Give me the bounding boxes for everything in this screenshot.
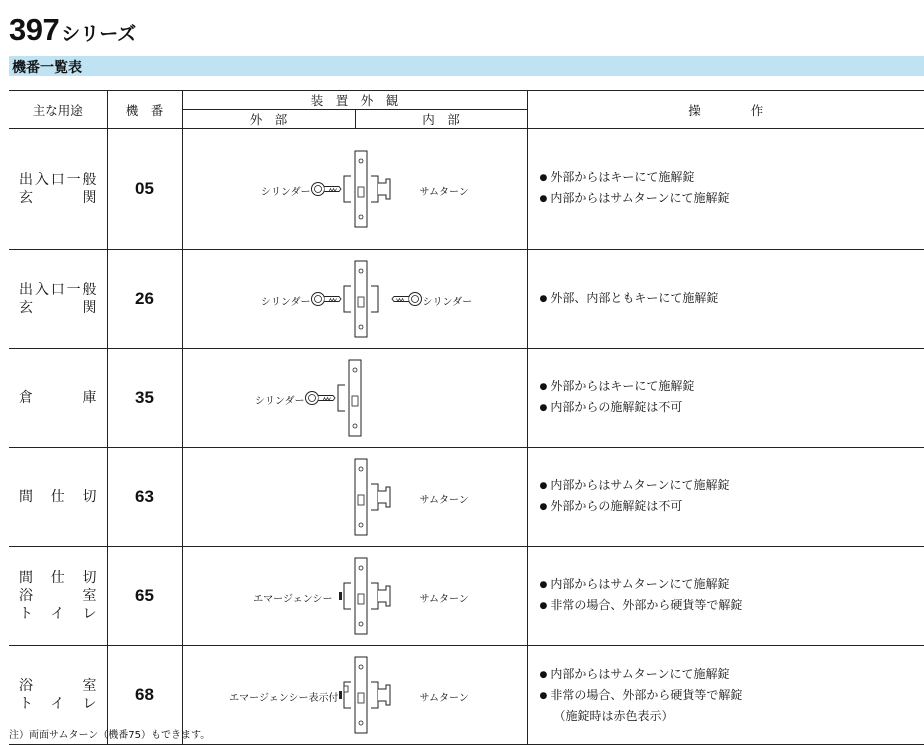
operation-text: ● 非常の場合、外部から硬貨等で解錠 [540, 686, 924, 707]
thumbturn-icon [378, 586, 390, 606]
table-row [9, 250, 924, 349]
use-text: 出入口一般 [19, 172, 97, 188]
operation-cell [527, 129, 924, 250]
inside-label: サムターン [419, 693, 469, 704]
use-text: 間仕切 [19, 489, 97, 505]
operation-text: ● 外部からの施解錠は不可 [540, 497, 924, 518]
header-model: 機 番 [107, 91, 182, 129]
lock-drawing [183, 349, 527, 447]
screw-icon [359, 467, 363, 471]
header-inside: 内 部 [355, 110, 527, 129]
latch-icon [358, 297, 364, 307]
operation-text: ● 外部からはキーにて施解錠 [540, 377, 924, 398]
appearance-diagram [182, 349, 527, 448]
model-number: 68 [107, 646, 182, 745]
key-icon [311, 293, 341, 306]
screw-icon [359, 566, 363, 570]
outside-label: シリンダー [260, 187, 311, 198]
inside-rose [371, 682, 378, 708]
model-number: 05 [107, 129, 182, 250]
appearance-diagram [182, 448, 527, 547]
key-icon [305, 392, 335, 405]
screw-icon [359, 269, 363, 273]
outside-label: エマージェンシー表示付 [229, 693, 339, 704]
inside-label: サムターン [419, 594, 469, 605]
lock-drawing [183, 547, 527, 645]
outside-label: エマージェンシー [253, 594, 333, 605]
indicator-icon [344, 686, 348, 692]
model-number: 65 [107, 547, 182, 646]
screw-icon [353, 368, 357, 372]
key-icon [311, 183, 341, 196]
use-cell [9, 448, 107, 547]
latch-icon [358, 693, 364, 703]
screw-icon [359, 523, 363, 527]
screw-icon [359, 721, 363, 725]
screw-icon [359, 665, 363, 669]
table-row [9, 349, 924, 448]
outside-rose [344, 176, 351, 202]
screw-icon [359, 622, 363, 626]
operation-cell [527, 250, 924, 349]
operation-text: ● 内部からはサムターンにて施解錠 [540, 575, 924, 596]
operation-cell [527, 349, 924, 448]
operation-text: ● 内部からはサムターンにて施解錠 [540, 665, 924, 686]
header-operation: 操 作 [527, 91, 924, 129]
operation-text: ● 内部からはサムターンにて施解錠 [540, 189, 924, 210]
table-row [9, 448, 924, 547]
lock-drawing [183, 448, 527, 546]
inside-label: サムターン [419, 495, 469, 506]
appearance-diagram [182, 129, 527, 250]
operation-text: ● 内部からの施解錠は不可 [540, 398, 924, 419]
use-text: トイレ [19, 696, 97, 712]
use-cell [9, 129, 107, 250]
operation-text: ● 外部、内部ともキーにて施解錠 [540, 289, 924, 310]
lock-drawing [183, 250, 527, 348]
use-text: 間仕切 [19, 570, 97, 586]
screw-icon [353, 424, 357, 428]
use-text: 玄関 [19, 190, 97, 206]
outside-label: シリンダー [254, 396, 305, 407]
section-band [9, 56, 924, 76]
appearance-diagram [182, 646, 527, 745]
operation-cell [527, 448, 924, 547]
use-cell [9, 349, 107, 448]
appearance-diagram [182, 547, 527, 646]
thumbturn-icon [378, 179, 390, 199]
section-title: 機番一覧表 [12, 60, 82, 76]
header-outside: 外 部 [182, 110, 355, 129]
operation-text: ● 非常の場合、外部から硬貨等で解錠 [540, 596, 924, 617]
outside-label: シリンダー [260, 297, 311, 308]
screw-icon [359, 159, 363, 163]
use-text: 浴室 [19, 678, 97, 694]
model-table [9, 90, 924, 745]
inside-label: サムターン [419, 187, 469, 198]
inside-rose [371, 286, 378, 312]
operation-text: ● 内部からはサムターンにて施解錠 [540, 476, 924, 497]
table-row [9, 129, 924, 250]
series-suffix: シリーズ [61, 23, 137, 45]
outside-rose [344, 286, 351, 312]
model-number: 63 [107, 448, 182, 547]
outside-rose [338, 385, 345, 411]
use-text: トイレ [19, 606, 97, 622]
use-text: 玄関 [19, 300, 97, 316]
thumbturn-icon [378, 487, 390, 507]
screw-icon [359, 215, 363, 219]
outside-rose [344, 583, 351, 609]
appearance-diagram [182, 250, 527, 349]
operation-text: ● 外部からはキーにて施解錠 [540, 168, 924, 189]
inside-rose [371, 484, 378, 510]
key-icon [392, 293, 422, 306]
inside-label: シリンダー [422, 297, 473, 308]
use-text: 浴室 [19, 588, 97, 604]
header-use: 主な用途 [9, 91, 107, 129]
model-number: 35 [107, 349, 182, 448]
header-appearance: 装 置 外 観 [182, 91, 527, 110]
latch-icon [358, 187, 364, 197]
operation-cell [527, 547, 924, 646]
emergency-slot-icon [339, 592, 342, 600]
operation-text: （施錠時は赤色表示） [553, 708, 674, 723]
latch-icon [358, 495, 364, 505]
inside-rose [371, 176, 378, 202]
model-number: 26 [107, 250, 182, 349]
thumbturn-icon [378, 685, 390, 705]
page-title [9, 12, 136, 52]
latch-icon [352, 396, 358, 406]
use-text: 出入口一般 [19, 282, 97, 298]
latch-icon [358, 594, 364, 604]
table-row [9, 547, 924, 646]
use-text: 倉庫 [19, 390, 97, 406]
series-number: 397 [9, 12, 60, 47]
footnote: 注）両面サムターン（機番75）もできます。 [9, 730, 211, 741]
inside-rose [371, 583, 378, 609]
use-cell [9, 547, 107, 646]
use-cell [9, 250, 107, 349]
screw-icon [359, 325, 363, 329]
operation-cell [527, 646, 924, 745]
lock-drawing [183, 129, 527, 249]
